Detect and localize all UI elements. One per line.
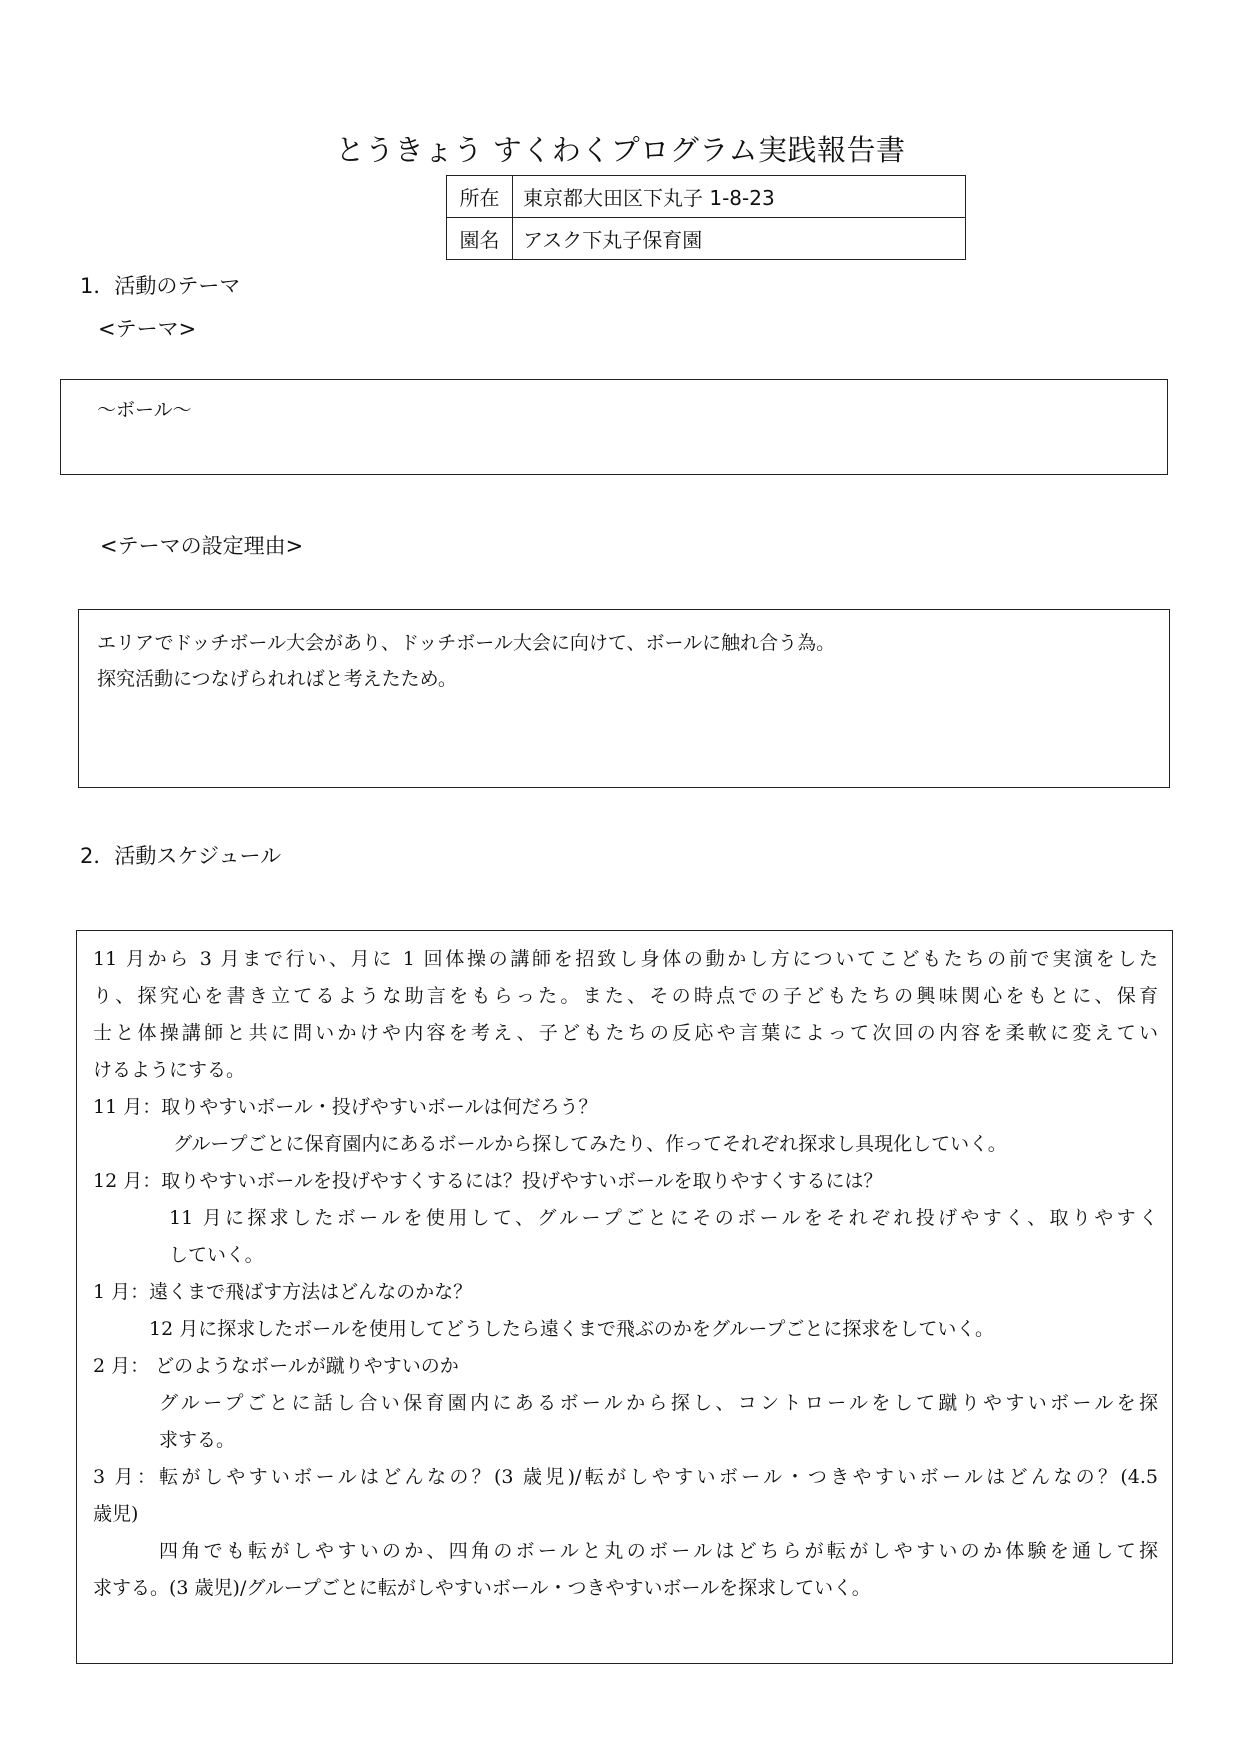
schedule-text	[93, 941, 1158, 1607]
facility-name-value: アスク下丸子保育園	[513, 218, 966, 260]
reason-box	[78, 609, 1170, 788]
location-row	[447, 176, 966, 218]
schedule-box	[76, 930, 1173, 1664]
section2-heading: 2．活動スケジュール	[80, 844, 282, 868]
location-value: 東京都大田区下丸子 1-8-23	[513, 176, 966, 218]
schedule-month-nov: 11 月：取りやすいボール・投げやすいボールは何だろう？	[93, 1096, 598, 1118]
schedule-month-jan: 1 月：遠くまで飛ばす方法はどんなのかな？	[93, 1281, 473, 1303]
theme-box	[60, 379, 1168, 475]
schedule-line: 求する。(3 歳児)/グループごとに転がしやすいボール・つきやすいボールを探求していく。	[93, 1577, 871, 1599]
schedule-line: グループごとに話し合い保育園内にあるボールから探し、コントロールをして蹴りやすいボールを探	[159, 1392, 1158, 1414]
schedule-month-mar: 3 月：転がしやすいボールはどんなの？(3 歳児)/転がしやすいボール・つきやすいボールはどんなの？(4.5	[93, 1466, 1158, 1488]
theme-label: <テーマ>	[98, 317, 197, 341]
reason-line: 探究活動につなげられればと考えたため。	[97, 668, 457, 690]
schedule-month-dec: 12 月：取りやすいボールを投げやすくするには？投げやすいボールを取りやすくするには？	[93, 1170, 883, 1192]
reason-label: <テーマの設定理由>	[100, 534, 304, 558]
schedule-line: 求する。	[159, 1429, 236, 1451]
schedule-line: 12 月に探求したボールを使用してどうしたら遠くまで飛ぶのかをグループごとに探求をしていく。	[149, 1318, 994, 1340]
schedule-line: グループごとに保育園内にあるボールから探してみたり、作ってそれぞれ探求し具現化していく。	[173, 1133, 1007, 1155]
section1-heading: 1．活動のテーマ	[80, 274, 241, 298]
schedule-line: 歳児)	[93, 1503, 139, 1525]
schedule-line: 四角でも転がしやすいのか、四角のボールと丸のボールはどちらが転がしやすいのか体験を通して探	[159, 1540, 1158, 1562]
schedule-line: していく。	[169, 1244, 264, 1266]
location-label: 所在	[447, 176, 513, 218]
schedule-line: 士と体操講師と共に問いかけや内容を考え、子どもたちの反応や言葉によって次回の内容を柔軟に変えてい	[93, 1022, 1158, 1044]
facility-name-row	[447, 218, 966, 260]
reason-line: エリアでドッチボール大会があり、ドッチボール大会に向けて、ボールに触れ合う為。	[97, 632, 836, 654]
schedule-line: 11 月から 3 月まで行い、月に 1 回体操の講師を招致し身体の動かし方についてこどもたちの前で実演をした	[93, 948, 1158, 970]
facility-info-table	[446, 175, 966, 260]
schedule-line: り、探究心を書き立てるような助言をもらった。また、その時点での子どもたちの興味関心をもとに、保育	[93, 985, 1158, 1007]
facility-name-label: 園名	[447, 218, 513, 260]
schedule-line: けるようにする。	[93, 1059, 246, 1081]
theme-text: ～ボール～	[97, 399, 192, 421]
reason-text	[97, 625, 835, 697]
page-title: とうきょう すくわくプログラム実践報告書	[335, 133, 906, 167]
schedule-line: 11 月に探求したボールを使用して、グループごとにそのボールをそれぞれ投げやすく、取りやすく	[169, 1207, 1158, 1229]
schedule-month-feb: 2 月： どのようなボールが蹴りやすいのか	[93, 1355, 459, 1377]
